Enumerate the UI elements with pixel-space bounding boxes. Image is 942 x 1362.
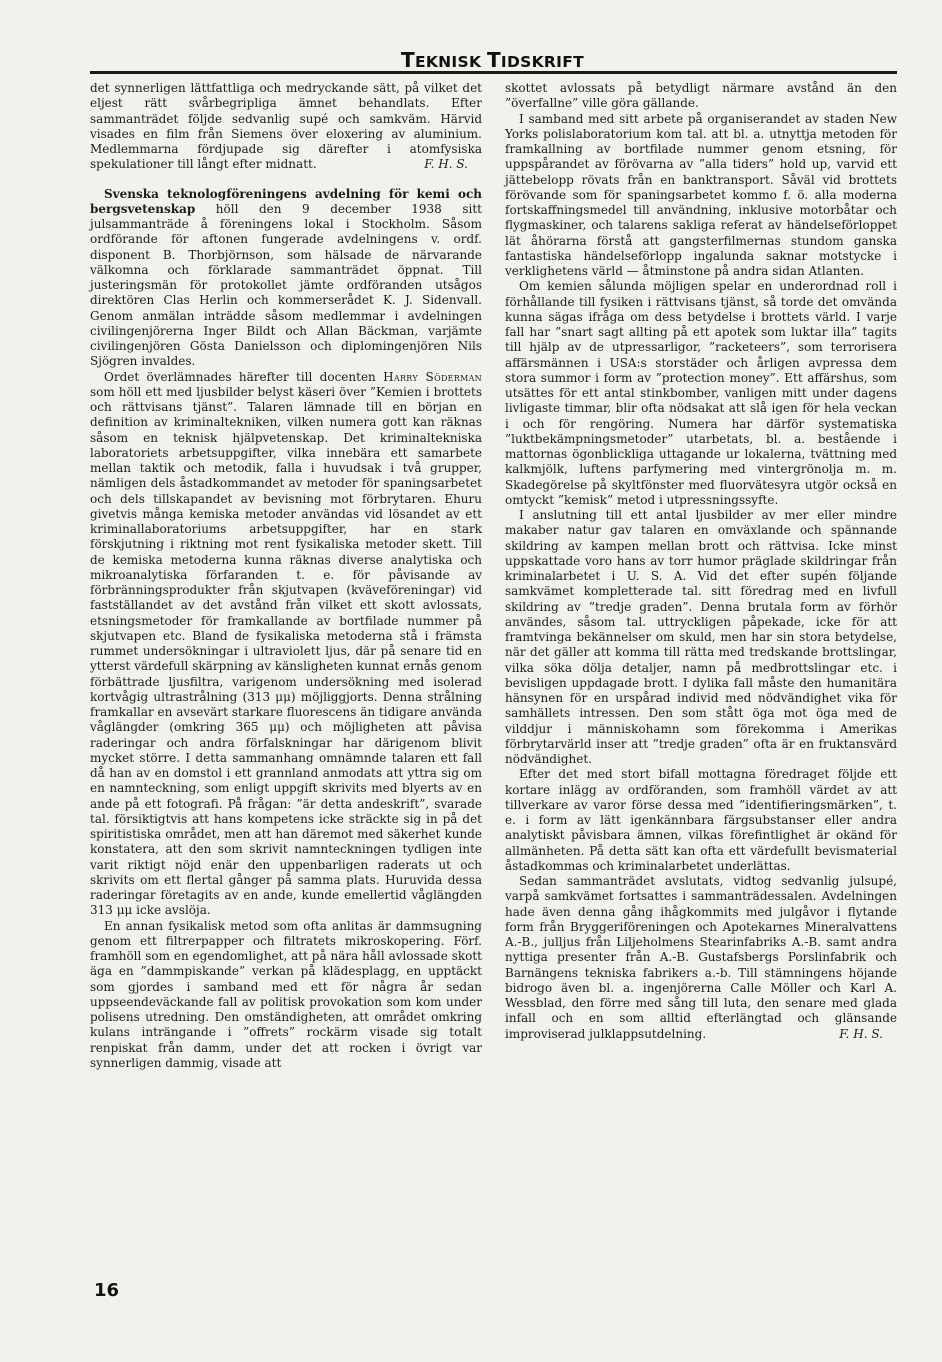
right-column [505,81,897,1042]
signature: F. H. S. [424,157,468,172]
paragraph: Svenska teknologföreningens avdelning för kemi och bergsvetenskap höll den 9 december 1938 sitt julsammanträde å föreningens lokal i Stockholm. Såsom ordförande för aftonen fungerade avdelningens v. ordf. disponent B. Thorbjörnson, som hälsade de närvarande välkomna och förklarade sammanträdet öppnat. Till justeringsmän för protokollet jämte ordföranden utsågos direktören Clas Herlin och kommerserådet K. J. Sidenvall. Genom anmälan inträdde såsom medlemmar i avdelningen civilingenjörerna Inger Bildt och Allan Bäckman, varjämte civilingenjören Gösta Danielsson och diplomingenjören Nils Sjögren invaldes. [90,186,482,369]
paragraph: Efter det med stort bifall mottagna föredraget följde ett kortare inlägg av ordföranden, som framhöll värdet av att tillverkare av varor förse dessa med ”identifieringsmärken”, t. e. i form av lätt igenkännbara färgsubstanser eller andra analytiskt påvisbara ämnen, vilkas förefintlighet är okänd för allmänheten. På detta sätt kan ofta ett värdefullt bevismaterial åstadkommas och kriminalarbetet underlättas. [505,767,897,873]
paragraph: skottet avlossats på betydligt närmare avstånd än den ”överfallne” ville göra gällande. [505,81,897,111]
signature: F. H. S. [839,1026,883,1041]
paragraph: det synnerligen lättfattliga och medryckande sätt, på vilket det eljest rätt svårbegripliga ämnet behandlats. Efter sammanträdet följde sedvanlig supé och samkväm. Härvid visades en film från Siemens över eloxering av aluminium. Medlemmarna fördjupade sig därefter i atomfysiska spekulationer till långt efter midnatt. F. H. S. [90,81,482,172]
paragraph: I anslutning till ett antal ljusbilder av mer eller mindre makaber natur gav talaren en omväxlande och spännande skildring av kampen mellan brott och rättvisa. Icke minst uppskattade voro hans av torr humor präglade skildringar från kriminalarbetet i U. S. A. Vid det efter supén följande samkvämet kompletterade tal. sitt föredrag med en livfull skildring av ”tredje graden”. Denna brutala form av förhör användes, såsom tal. uttryckligen påpekade, icke för att framtvinga bekännelser om skuld, men har sin stora betydelse, när det gäller att komma till rätta med tredskande brottslingar, vilka söka dölja detaljer, namn på medbrottslingar etc. i bevisligen uppdagade brott. I dylika fall måste den humanitära hänsynen för en urspårad individ med nödvändighet vika för samhällets intressen. Den som stått öga mot öga med de vilddjur i människohamn som förekomma i Amerikas förbrytarvärld inser att ”tredje graden” ofta är en fruktansvärd nödvändighet. [505,508,897,766]
paragraph: Sedan sammanträdet avslutats, vidtog sedvanlig julsupé, varpå samkvämet fortsattes i sammanträdessalen. Avdelningen hade även denna gång ihågkommits med julgåvor i flytande form från Bryggeriföreningen och Apotekarnes Mineralvattens A.-B., julljus från Liljeholmens Stearinfabriks A.-B. samt andra nyttiga presenter från A.-B. Gustafsbergs Porslinfabrik och Barnängens tekniska fabrikers a.-b. Till stämningens höjande bidrogo även bl. a. ingenjörerna Calle Möller och Karl A. Wessblad, den förre med sång till luta, den senare med glada infall och en som alltid efterlängtad och glänsande improviserad julklappsutdelning. F. H. S. [505,874,897,1041]
paragraph: Ordet överlämnades härefter till docenten Harry Söderman som höll ett med ljusbilder belyst käseri över ”Kemien i brottets och rättvisans tjänst”. Talaren lämnade till en början en definition av kriminaltekniken, vilken numera gott kan räknas såsom en teknisk hjälpvetenskap. Det kriminaltekniska laboratoriets arbetsuppgifter, vilka innebära ett samarbete mellan taktik och metodik, falla i huvudsak i två grupper, nämligen dels åstadkommandet av metoder för spaningsarbetet och dels tillskapandet av bevisning mot förbrytaren. Ehuru givetvis många kemiska metoder användas vid lösandet av ett kriminallaboratoriums arbetsuppgifter, har en stark förskjutning i riktning mot rent fysikaliska metoder skett. Till de kemiska metoderna kunna räknas diverse analytiska och mikroanalytiska förfaranden t. e. för påvisande av förbränningsprodukter från skjutvapen (kväveföreningar) vid fastställandet av det avstånd från vilket ett skott avlossats, etsningsmetoder för framkallande av bortfilade nummer på skjutvapen etc. Bland de fysikaliska metoderna stå i främsta rummet undersökningar i ultraviolett ljus, där på senare tid en ytterst värdefull skärpning av känsligheten kunnat ernås genom förbättrade ljusfiltra, varigenom undersökning med isolerad kortvågig ultrastrålning (313 μμ) möjliggjorts. Denna strålning framkallar en avsevärt starkare fluorescens än tidigare använda våglängder (omkring 365 μμ) och möjligheten att påvisa raderingar och andra förfalskningar har därigenom blivit mycket större. I detta sammanhang omnämnde talaren ett fall då han av en domstol i ett grannland anmodats att yttra sig om en namnteckning, som enligt uppgift skrivits med blyerts av en ande på ett fotografi. På frågan: ”är detta andeskrift”, svarade tal. försiktigtvis att hans kompetens icke sträckte sig in på det spiritistiska området, men att han däremot med säkerhet kunde konstatera, att den som skrivit namnteckningen tydligen inte varit riktigt nöjd enär den uppenbarligen raderats ut och skrivits om ett flertal gånger på samma plats. Huruvida dessa raderingar företagits av en ande, kunde emellertid våglängden 313 μμ icke avslöja. [90,369,482,918]
journal-header: TEKNISK TIDSKRIFT [401,48,584,72]
paragraph: En annan fysikalisk metod som ofta anlitas är dammsugning genom ett filtrerpapper och filtratets mikroskopering. Förf. framhöll som en egendomlighet, att på nära håll avlossade skott äga en ”dammpiskande” verkan på klädesplagg, en upptäckt som gjordes i samband med ett för några år sedan uppseendeväckande fall av politisk provokation som kom under polisens utredning. Den omständigheten, att området omkring kulans inträngande i ”offrets” rockärm visade sig totalt renpiskat från damm, under det att rocken i övrigt var synnerligen dammig, visade att [90,918,482,1070]
page-number: 16 [94,1280,120,1301]
speaker-name: Harry Söderman [383,369,482,384]
paragraph: I samband med sitt arbete på organiserandet av staden New Yorks polislaboratorium kom tal. att bl. a. utnyttja metoden för framkallning av bortfilade nummer genom etsning, för uppspårandet av förövarna av ”alla tiders” hold up, varvid ett jättebelopp rövats från en banktransport. Såväl vid brottets förövande som för spaningsarbetet kommo f. ö. alla moderna fortskaffningsmedel till användning, inklusive motorbåtar och flygmaskiner, och talarens sakliga referat av händelseförloppet lät åhörarna förstå att gangsterfilmernas stundom ganska fantastiska händelseförlopp ingalunda saknar motstycke i verklighetens värld — åtminstone på andra sidan Atlanten. [505,111,897,278]
header-rule [90,71,897,74]
left-column [90,81,482,1071]
section-lead: Svenska teknologföreningens avdelning för kemi och bergsvetenskap [90,186,482,216]
paragraph: Om kemien sålunda möjligen spelar en underordnad roll i förhållande till fysiken i rättvisans tjänst, så torde det omvända kunna sägas ifråga om dess betydelse i brottets värld. I varje fall har ”snart sagt allting på ett apotek som luktar illa” tagits till hjälp av de utpressarligor, ”racketeers”, som terrorisera affärsmännen i USA:s storstäder och årligen avpressa dem stora summor i form av ”protection money”. Ett affärshus, som utsättes för ett antal stinkbomber, vanligen mitt under dagens livligaste timmar, blir ofta nödsakat att slå igen för hela veckan i och för rengöring. Numera har därför systematiska ”luktbekämpningsmetoder” utarbetats, bl. a. bestående i mattornas ögonblickliga uttagande ur lokalerna, tvättning med kalkmjölk, luftens parfymering med vintergrönolja m. m. Skadegörelse på skyltfönster med fluorvätesyra utgör också en omtyckt ”kemisk” metod i utpressningssyfte. [505,279,897,507]
